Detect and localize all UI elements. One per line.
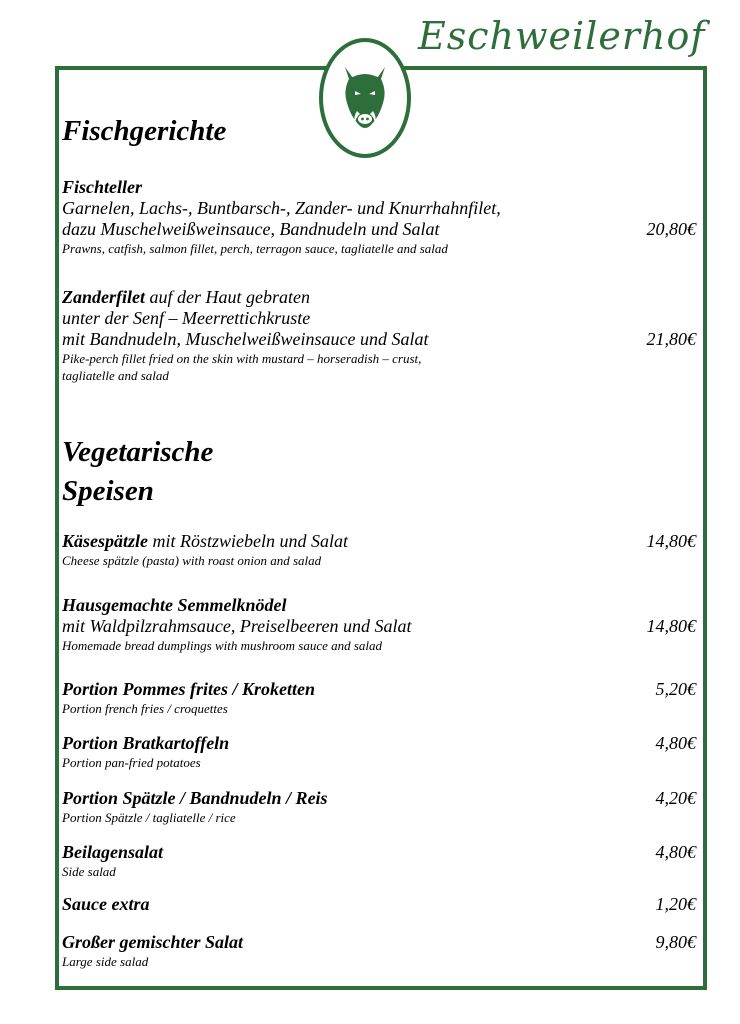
menu-item-grosser-salat [62,932,696,970]
item-translation: Large side salad [62,954,149,969]
item-translation: Prawns, catfish, salmon fillet, perch, terragon sauce, tagliatelle and salad [62,241,448,256]
item-price: 1,20€ [655,894,696,914]
item-name: Fischteller [62,177,142,197]
item-translation: Cheese spätzle (pasta) with roast onion and salad [62,553,322,568]
item-name: Portion Bratkartoffeln [62,733,230,753]
item-description: dazu Muschelweißweinsauce, Bandnudeln und Salat [62,219,440,239]
item-price: 4,80€ [655,842,696,862]
item-price: 9,80€ [655,932,696,952]
menu-item-semmelknoedel [62,595,696,654]
menu-item-bratkartoffeln [62,733,696,771]
item-name: Portion Pommes frites / Kroketten [62,679,316,699]
menu-item-sauce-extra [62,894,696,915]
item-price: 21,80€ [646,329,696,349]
item-name-rest: mit Röstzwiebeln und Salat [148,531,349,551]
menu-item-fischteller [62,177,696,257]
item-price: 20,80€ [646,219,696,239]
item-description: unter der Senf – Meerrettichkruste [62,308,311,328]
section-title-line: Speisen [62,475,154,507]
item-price: 4,20€ [655,788,696,808]
menu-item-zanderfilet [62,287,696,384]
item-description: mit Bandnudeln, Muschelweißweinsauce und Salat [62,329,429,349]
item-translation: Portion french fries / croquettes [62,701,228,716]
menu-item-spaetzle-portion [62,788,696,826]
section-title-fischgerichte: Fischgerichte [62,115,227,147]
item-name: Hausgemachte Semmelknödel [62,595,287,615]
boar-head-icon [337,61,393,135]
item-translation: Side salad [62,864,116,879]
menu-item-pommes [62,679,696,717]
item-translation: tagliatelle and salad [62,368,169,383]
item-name: Sauce extra [62,894,150,914]
item-translation: Portion Spätzle / tagliatelle / rice [62,810,236,825]
item-name: Großer gemischter Salat [62,932,244,952]
item-name: Portion Spätzle / Bandnudeln / Reis [62,788,328,808]
item-price: 4,80€ [655,733,696,753]
logo-badge [319,38,411,158]
item-translation: Homemade bread dumplings with mushroom sauce and salad [62,638,383,653]
menu-item-beilagensalat [62,842,696,880]
item-price: 5,20€ [655,679,696,699]
menu-item-kaesespaetzle [62,531,696,569]
item-translation: Pike-perch fillet fried on the skin with mustard – horseradish – crust, [62,351,422,366]
item-name: Beilagensalat [62,842,164,862]
section-title-line: Vegetarische [62,436,214,468]
brand-title: Eschweilerhof [418,14,706,58]
item-name: Käsespätzle [62,531,149,551]
item-name-rest: auf der Haut gebraten [145,287,310,307]
section-title-vegetarisch [62,433,213,511]
item-translation: Portion pan-fried potatoes [62,755,201,770]
item-description: mit Waldpilzrahmsauce, Preiselbeeren und Salat [62,616,412,636]
item-price: 14,80€ [646,616,696,636]
item-description: Garnelen, Lachs-, Buntbarsch-, Zander- und Knurrhahnfilet, [62,198,501,218]
item-name: Zanderfilet [62,287,145,307]
item-price: 14,80€ [646,531,696,551]
